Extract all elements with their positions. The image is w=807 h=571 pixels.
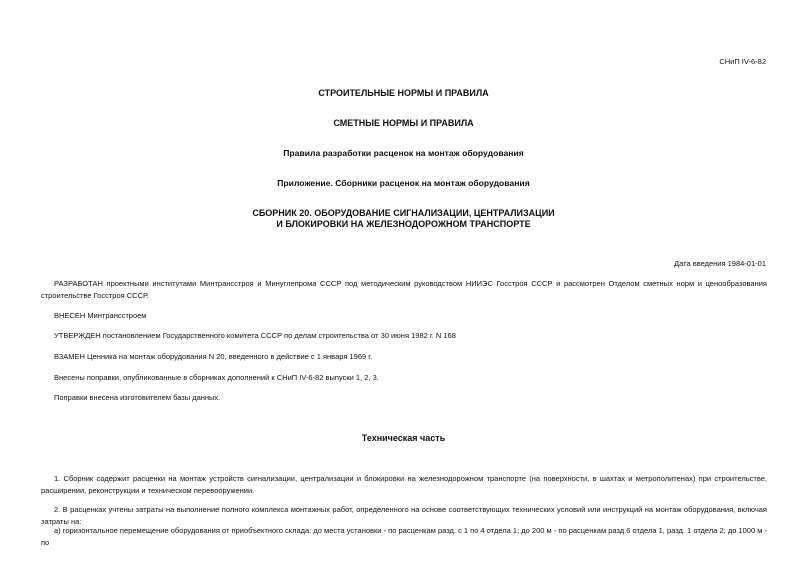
heading-collection-line-1: СБОРНИК 20. ОБОРУДОВАНИЕ СИГНАЛИЗАЦИИ, ЦЕНТРАЛИЗАЦИИ	[252, 208, 555, 218]
paragraph-item-1: 1. Сборник содержит расценки на монтаж устройств сигнализации, централизации и блокировки на железнодорожном транспорте (на поверхности, в шахтах и метрополитенах) при строительстве, расширении, реконструкции и техническом перевооружении.	[41, 474, 767, 495]
intro-date: Дата введения 1984-01-01	[674, 259, 766, 268]
section-title-technical-part: Техническая часть	[361, 433, 446, 443]
heading-building-norms: СТРОИТЕЛЬНЫЕ НОРМЫ И ПРАВИЛА	[318, 88, 489, 98]
heading-estimate-norms: СМЕТНЫЕ НОРМЫ И ПРАВИЛА	[333, 118, 474, 128]
paragraph-developed: РАЗРАБОТАН проектными институтами Минтрансстроя и Минуглепрома СССР под методическим руководством НИИЭС Госстроя СССР и рассмотрен Отделом сметных норм и ценообразования строительстве Госстроя СССР.	[41, 279, 767, 300]
paragraph-item-2: 2. В расценках учтены затраты на выполнение полного комплекса монтажных работ, определенного на основе соответствующих технических условий или инструкций на монтаж оборудования, включая затраты на:	[41, 505, 767, 526]
paragraph-approved: УТВЕРЖДЕН постановлением Государственного комитета СССР по делам строительства от 30 июня 1982 г. N 168	[54, 331, 456, 340]
paragraph-replaces: ВЗАМЕН Ценника на монтаж оборудования N 20, введенного в действие с 1 января 1969 г.	[54, 352, 373, 361]
heading-appendix: Приложение. Сборники расценок на монтаж оборудования	[277, 178, 530, 188]
paragraph-corrections: Поправки внесена изготовителем базы данных.	[54, 393, 221, 402]
document-code: СНиП IV-6-82	[719, 57, 766, 66]
paragraph-submitted: ВНЕСЕН Минтрансстроем	[54, 311, 147, 320]
heading-rules: Правила разработки расценок на монтаж оборудования	[283, 148, 524, 158]
heading-collection	[0, 208, 807, 230]
paragraph-amendments: Внесены поправки, опубликованные в сборниках дополнений к СНиП IV-6-82 выпуски 1, 2, 3.	[54, 373, 379, 382]
paragraph-item-2a: а) горизонтальное перемещение оборудования от приобъектного склада: до места установки - по расценкам разд. с 1 по 4 отдела 1; до 200 м - по расценкам разд.6 отдела 1, разд. 1 отдела 2; до 1000 м - по	[41, 526, 767, 547]
heading-collection-line-2: И БЛОКИРОВКИ НА ЖЕЛЕЗНОДОРОЖНОМ ТРАНСПОРТЕ	[276, 219, 531, 229]
